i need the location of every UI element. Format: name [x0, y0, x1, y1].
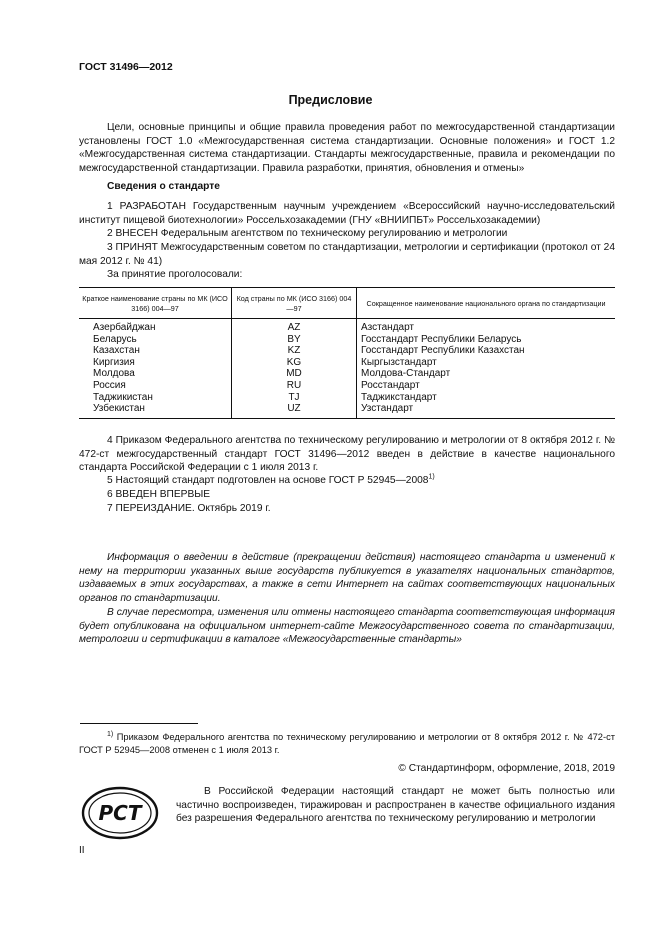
cell-country: Казахстан — [93, 345, 140, 357]
footnote-text: Приказом Федерального агентства по техническому регулированию и метрологии от 8 октября 2012 г. № 472-ст ГОСТ Р 52945—2008 отменен с 1 июля 2013 г. — [79, 732, 615, 755]
cell-country: Беларусь — [93, 333, 137, 345]
cell-country: Таджикистан — [93, 391, 153, 403]
item-2-submitted: 2 ВНЕСЕН Федеральным агентством по техническому регулированию и метрологии — [107, 228, 508, 239]
table-row — [79, 403, 615, 418]
table-header-row — [79, 288, 615, 319]
cell-country: Россия — [93, 379, 126, 391]
col-header-country: Краткое наименование страны по МК (ИСО 3166) 004—97 — [79, 288, 232, 319]
table-row — [79, 380, 615, 392]
page-number: II — [79, 845, 85, 856]
cell-country: Азербайджан — [93, 322, 156, 333]
cell-code: TJ — [232, 392, 357, 404]
cell-code: AZ — [232, 319, 357, 334]
voted-label: За принятие проголосовали: — [107, 269, 243, 280]
cell-standards-body: Таджикстандарт — [357, 392, 616, 404]
cell-country: Молдова — [93, 368, 135, 380]
item-5-text: 5 Настоящий стандарт подготовлен на основе ГОСТ Р 52945—2008 — [107, 475, 429, 486]
cell-standards-body: Росстандарт — [357, 380, 616, 392]
col-header-body: Сокращенное наименование национального органа по стандартизации — [357, 288, 616, 319]
voting-table — [79, 287, 615, 419]
footnote-mark: 1) — [107, 730, 114, 738]
cell-country: Киргизия — [93, 356, 135, 368]
cell-standards-body: Молдова-Стандарт — [357, 368, 616, 380]
cell-code: KG — [232, 357, 357, 369]
table-row — [79, 357, 615, 369]
table-row — [79, 368, 615, 380]
info-revision-note: В случае пересмотра, изменения или отмены настоящего стандарта соответствующая информация будет опубликована на официальном интернет-сайте Межгосударственного совета по стандартизации, метрологии и сертификации в каталоге «Межгосударственные стандарты» — [79, 607, 615, 646]
cell-code: UZ — [232, 403, 357, 418]
section-heading: Сведения о стандарте — [107, 181, 220, 192]
cell-standards-body: Узстандарт — [357, 403, 616, 418]
cell-code: BY — [232, 334, 357, 346]
item-3-adopted: 3 ПРИНЯТ Межгосударственным советом по стандартизации, метрологии и сертификации (протокол от 24 мая 2012 г. № 41) — [79, 242, 615, 267]
table-row — [79, 319, 615, 334]
info-publication-note: Информация о введении в действие (прекращении действия) настоящего стандарта и изменений к нему на территории указанных выше государств публикуется в указателях национальных стандартов, издаваемых в этих государствах, а также в сети Интернет на сайтах соответствующих национальных органов по стандартизации. — [79, 552, 615, 604]
cell-code: KZ — [232, 345, 357, 357]
footnote-divider — [80, 723, 198, 724]
cell-code: MD — [232, 368, 357, 380]
footnote-ref[interactable]: 1) — [428, 473, 435, 481]
cell-standards-body: Азстандарт — [357, 319, 616, 334]
intro-paragraph: Цели, основные принципы и общие правила проведения работ по межгосударственной стандартизации установлены ГОСТ 1.0 «Межгосударственная система стандартизации. Основные положения» и ГОСТ 1.2 «Межгосударственная система стандартизации. Стандарты межгосударственные, правила и рекомендации по межгосударственной стандартизации. Правила разработки, принятия, обновления и отмены» — [79, 122, 615, 174]
rights-notice: В Российской Федерации настоящий стандарт не может быть полностью или частично воспроизведен, тиражирован и распространен в качестве официального издания без разрешения Федерального агентства по техническому регулированию и метрологии — [176, 786, 615, 825]
table-row — [79, 334, 615, 346]
cell-standards-body: Госстандарт Республики Беларусь — [357, 334, 616, 346]
item-6-first-introduced: 6 ВВЕДЕН ВПЕРВЫЕ — [107, 489, 211, 500]
rst-certification-mark-icon — [80, 785, 160, 841]
page-title: Предисловие — [288, 93, 373, 107]
cell-standards-body: Госстандарт Республики Казахстан — [357, 345, 616, 357]
cell-country: Узбекистан — [93, 403, 145, 415]
footnote — [79, 731, 615, 756]
cell-code: RU — [232, 380, 357, 392]
item-5-basis — [107, 474, 435, 488]
logo-letters: РСТ — [98, 801, 142, 825]
item-4-order: 4 Приказом Федерального агентства по техническому регулированию и метрологии от 8 октября 2012 г. № 472-ст межгосударственный стандарт ГОСТ 31496—2012 введен в действие в качестве национального стандарта Российской Федерации с 1 июля 2013 г. — [79, 435, 615, 474]
document-code-header: ГОСТ 31496—2012 — [79, 61, 173, 73]
table-row — [79, 392, 615, 404]
table-row — [79, 345, 615, 357]
col-header-code: Код страны по МК (ИСО 3166) 004—97 — [232, 288, 357, 319]
item-1-developed: 1 РАЗРАБОТАН Государственным научным учреждением «Всероссийский научно-исследовательский институт пищевой биотехнологии» Россельхозакадемии (ГНУ «ВНИИПБТ» Россельхозакадемии) — [79, 201, 615, 226]
cell-standards-body: Кыргызстандарт — [357, 357, 616, 369]
copyright-line: © Стандартинформ, оформление, 2018, 2019 — [398, 763, 615, 774]
item-7-reissue: 7 ПЕРЕИЗДАНИЕ. Октябрь 2019 г. — [107, 503, 271, 514]
